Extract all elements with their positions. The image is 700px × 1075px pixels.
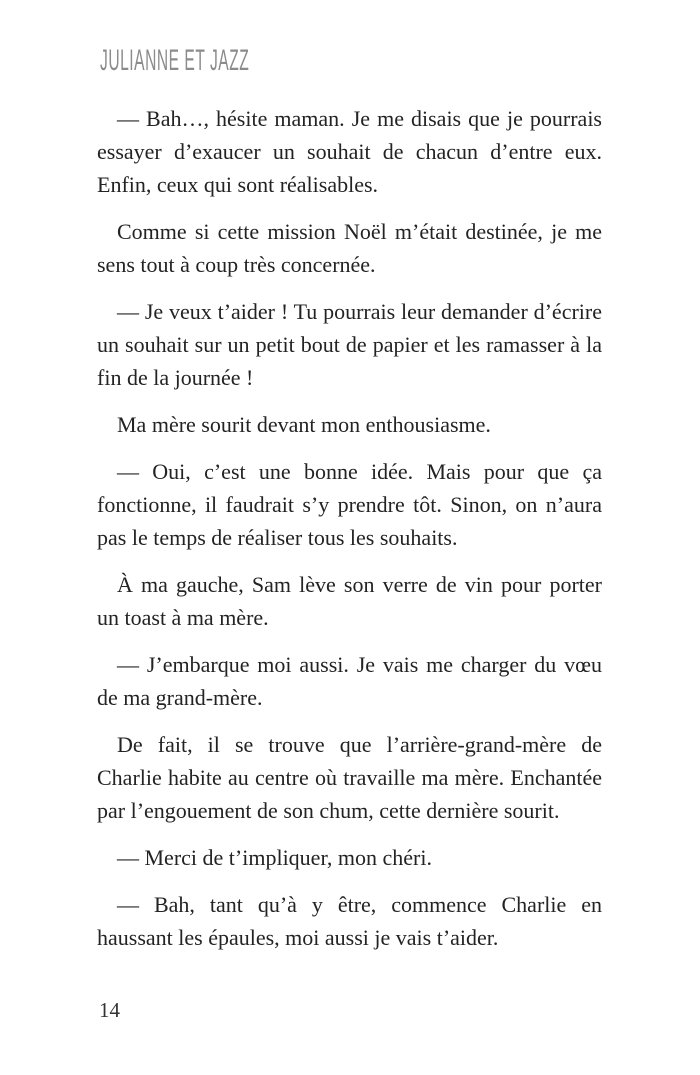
paragraph-2: Comme si cette mission Noël m’était destinée, je me sens tout à coup très concernée.: [97, 219, 602, 277]
paragraph-9: — Merci de t’impliquer, mon chéri.: [117, 845, 432, 870]
page-text: [97, 102, 602, 968]
paragraph-5: — Oui, c’est une bonne idée. Mais pour que ça fonctionne, il faudrait s’y prendre tôt. Sinon, on n’aura pas le temps de réaliser tous les souhaits.: [97, 459, 602, 550]
paragraph-3: — Je veux t’aider ! Tu pourrais leur demander d’écrire un souhait sur un petit bout de papier et les ramasser à la fin de la journée !: [97, 299, 602, 390]
running-head: [100, 46, 387, 76]
paragraph-4: Ma mère sourit devant mon enthousiasme.: [117, 412, 491, 437]
paragraph-1: — Bah…, hésite maman. Je me disais que je pourrais essayer d’exaucer un souhait de chacun d’entre eux. Enfin, ceux qui sont réalisables.: [97, 106, 602, 197]
page-number: 14: [99, 998, 120, 1022]
paragraph-7: — J’embarque moi aussi. Je vais me charger du vœu de ma grand-mère.: [97, 652, 602, 710]
paragraph-10: — Bah, tant qu’à y être, commence Charlie en haussant les épaules, moi aussi je vais t’aider.: [97, 892, 602, 950]
paragraph-8: De fait, il se trouve que l’arrière-grand-mère de Charlie habite au centre où travaille ma mère. Enchantée par l’engouement de son chum, cette dernière sourit.: [97, 732, 602, 823]
paragraph-6: À ma gauche, Sam lève son verre de vin pour porter un toast à ma mère.: [97, 572, 602, 630]
book-title: JULIANNE ET JAZZ: [100, 44, 250, 77]
